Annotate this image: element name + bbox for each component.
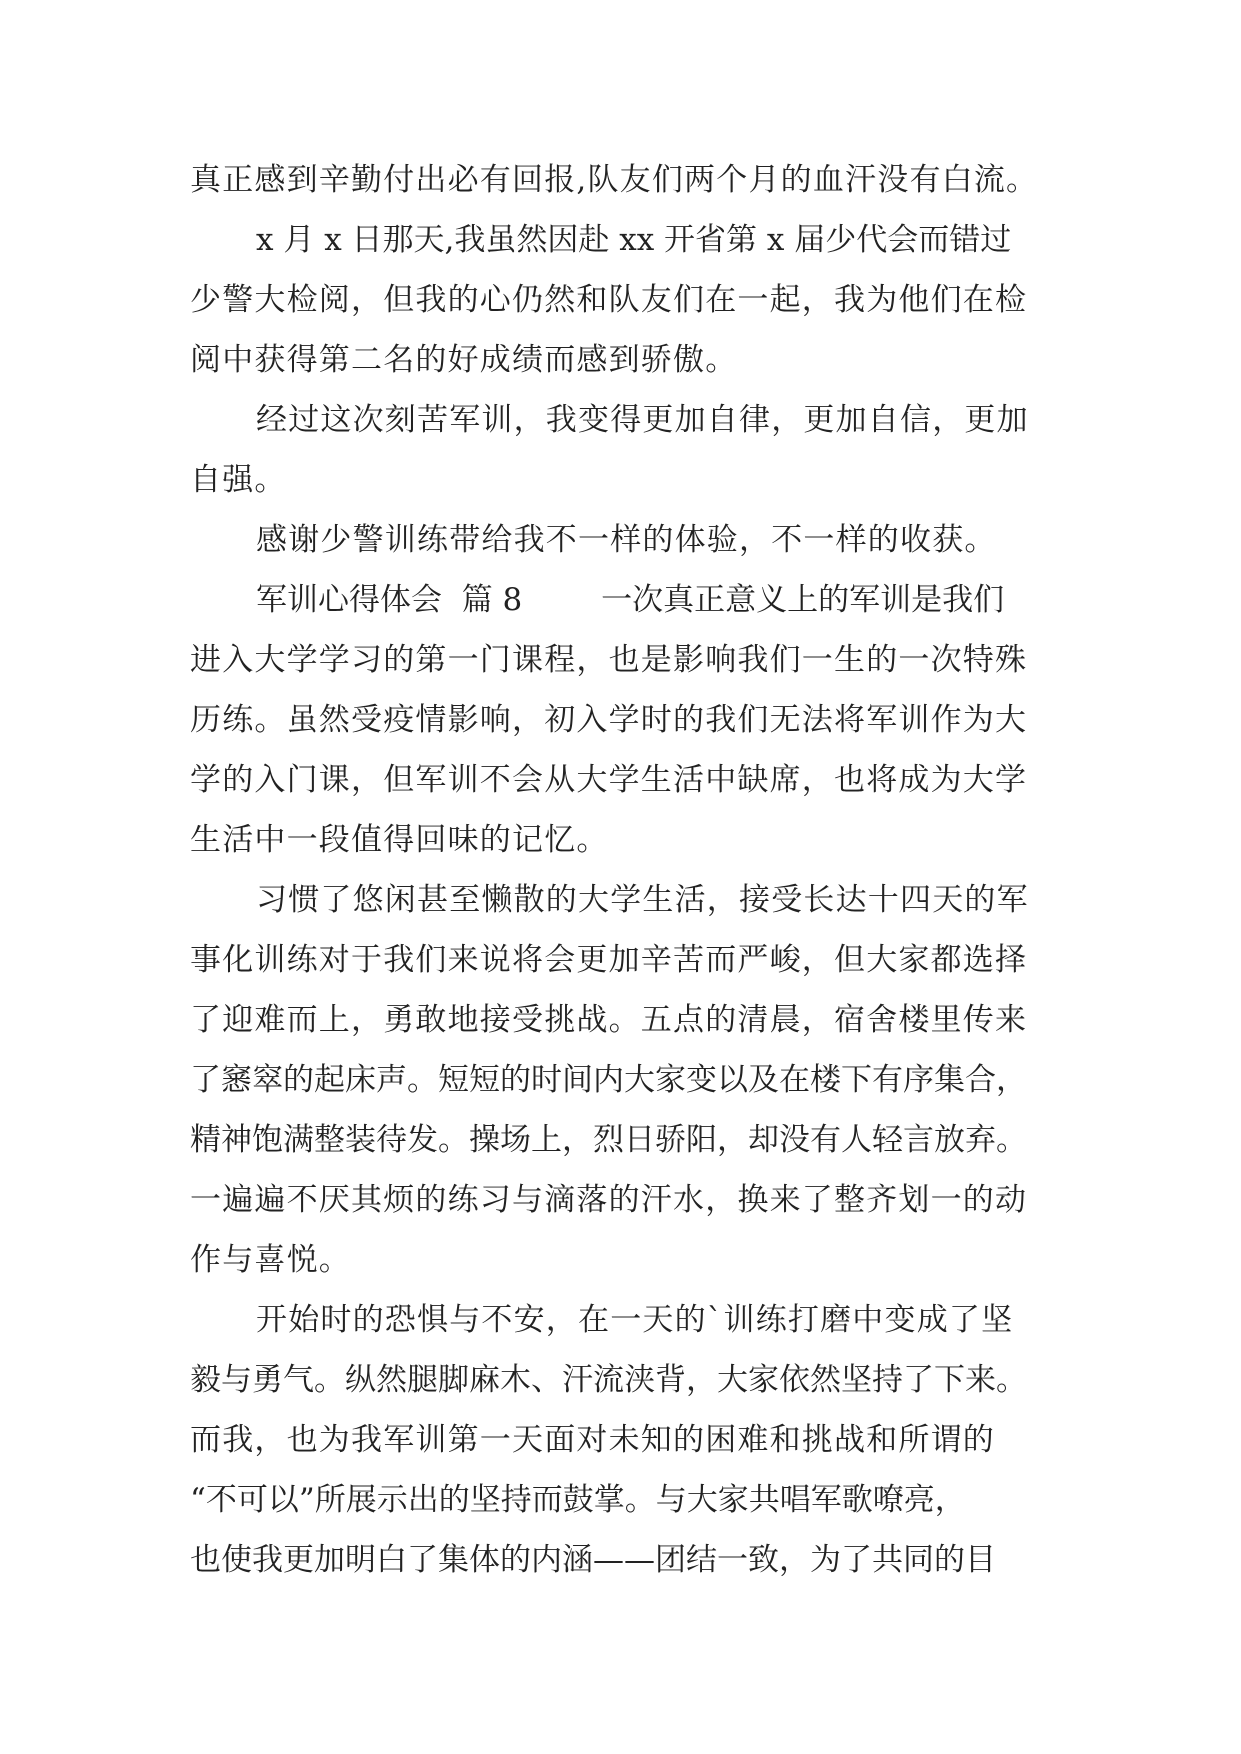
text-line: 习惯了悠闲甚至懒散的大学生活，接受长达十四天的军 <box>256 882 1029 918</box>
text-line: 而我，也为我军训第一天面对未知的困难和挑战和所谓的 <box>190 1422 995 1458</box>
text-line: 一遍遍不厌其烦的练习与滴落的汗水，换来了整齐划一的动 <box>190 1182 1028 1218</box>
text-line: “不可以”所展示出的坚持而鼓掌。与大家共唱军歌嘹亮， <box>190 1482 966 1518</box>
text-line: 进入大学学习的第一门课程，也是影响我们一生的一次特殊 <box>190 642 1028 678</box>
text-line: 生活中一段值得回味的记忆。 <box>190 822 609 858</box>
text-line: 学的入门课，但军训不会从大学生活中缺席，也将成为大学 <box>190 762 1028 798</box>
text-line: 作与喜悦。 <box>190 1242 351 1278</box>
text-line: x 月 x 日那天,我虽然因赴 xx 开省第 x 届少代会而错过 <box>256 222 1012 258</box>
text-line: 自强。 <box>190 462 287 498</box>
text-line: 了窸窣的起床声。短短的时间内大家变以及在楼下有序集合， <box>190 1062 1027 1098</box>
text-line: 精神饱满整装待发。操场上，烈日骄阳，却没有人轻言放弃。 <box>190 1122 1027 1158</box>
text-line: 毅与勇气。纵然腿脚麻木、汗流浃背，大家依然坚持了下来。 <box>190 1362 1027 1398</box>
text-line: 了迎难而上，勇敢地接受挑战。五点的清晨，宿舍楼里传来 <box>190 1002 1028 1038</box>
text-line: 历练。虽然受疫情影响，初入学时的我们无法将军训作为大 <box>190 702 1028 738</box>
text-line: 阅中获得第二名的好成绩而感到骄傲。 <box>190 342 738 378</box>
text-line: 少警大检阅，但我的心仍然和队友们在一起，我为他们在检 <box>190 282 1028 318</box>
text-line: 经过这次刻苦军训，我变得更加自律，更加自信，更加 <box>256 402 1029 438</box>
text-line: 感谢少警训练带给我不一样的体验，不一样的收获。 <box>256 522 997 558</box>
text-line: 也使我更加明白了集体的内涵——团结一致，为了共同的目 <box>190 1542 996 1578</box>
text-line: 事化训练对于我们来说将会更加辛苦而严峻，但大家都选择 <box>190 942 1028 978</box>
text-line: 军训心得体会 篇 8 一次真正意义上的军训是我们 <box>256 582 1005 618</box>
text-line: 开始时的恐惧与不安，在一天的`训练打磨中变成了坚 <box>256 1302 1014 1338</box>
text-line: 真正感到辛勤付出必有回报,队友们两个月的血汗没有白流。 <box>190 162 1039 198</box>
